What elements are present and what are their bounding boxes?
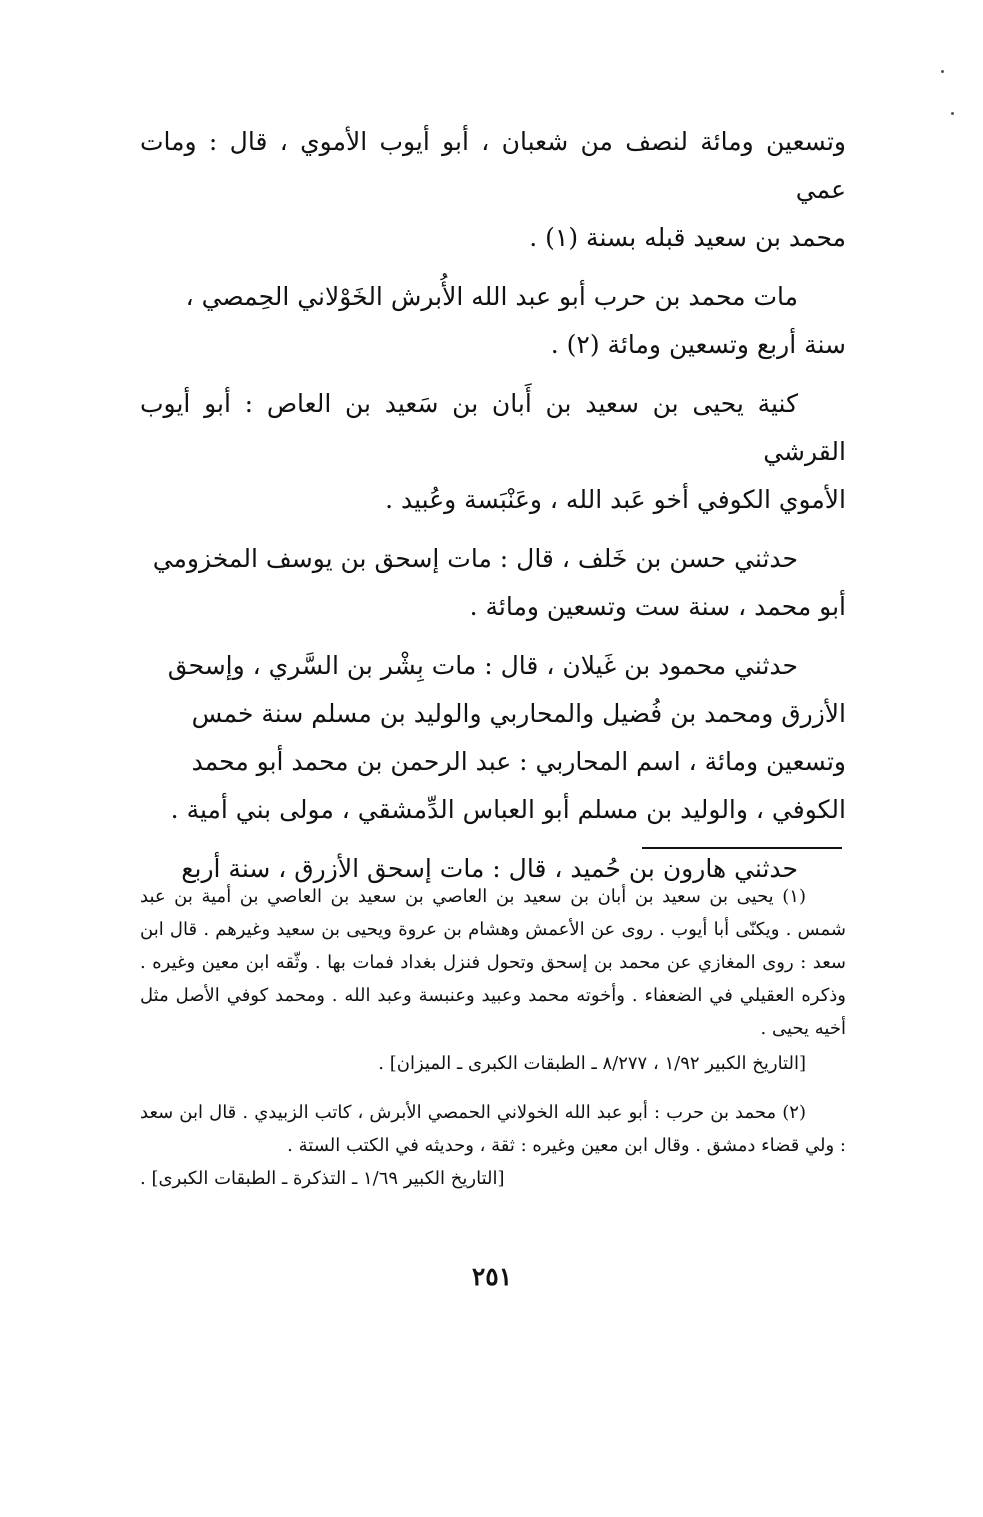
footnote-1: (١) يحيى بن سعيد بن أبان بن سعيد بن العاصي بن سعيد بن العاصي بن أمية بن عبد شمس . ويكنّى أبا أيوب . روى عن الأعمش وهشام بن عروة ويحيى بن سعيد وغيرهم . قال ابن سعد : روى المغازي عن محمد بن إسحق وتحول فنزل بغداد فمات بها . وثّقه ابن معين وغيره . وذكره العقيلي في الضعفاء . وأخوته محمد وعبيد وعنبسة وعبد الله . ومحمد كوفي الأصل مثل أخيه يحيى . — [140, 886, 846, 1039]
line: سنة أربع وتسعين ومائة (٢) . — [550, 330, 846, 359]
line: حدثني محمود بن غَيلان ، قال : مات بِشْر بن السَّري ، وإسحق — [167, 651, 798, 680]
footnote-2-source: [التاريخ الكبير ١/٦٩ ـ التذكرة ـ الطبقات الكبرى] . — [140, 1168, 505, 1189]
line: الأموي الكوفي أخو عَبد الله ، وعَنْبَسة وعُبيد . — [385, 485, 846, 514]
scan-speck — [941, 70, 944, 73]
line: حدثني حسن بن خَلف ، قال : مات إسحق بن يوسف المخزومي — [152, 544, 798, 573]
paragraph-3 — [140, 380, 846, 524]
main-text — [140, 118, 846, 904]
page-number: ٢٥١ — [471, 1262, 513, 1291]
paragraph-5 — [140, 642, 846, 834]
line: كنية يحيى بن سعيد بن أَبان بن سَعيد بن العاص : أبو أيوب القرشي — [140, 389, 846, 466]
paragraph-2 — [140, 273, 846, 369]
footnote-1-source: [التاريخ الكبير ١/٩٢ ، ٨/٢٧٧ ـ الطبقات الكبرى ـ الميزان] . — [378, 1053, 806, 1074]
line: حدثني هارون بن حُميد ، قال : مات إسحق الأزرق ، سنة أربع — [181, 854, 798, 883]
paragraph-4 — [140, 535, 846, 631]
line: الكوفي ، والوليد بن مسلم أبو العباس الدِّمشقي ، مولى بني أمية . — [170, 795, 846, 824]
line: وتسعين ومائة ، اسم المحاربي : عبد الرحمن بن محمد أبو محمد — [191, 747, 846, 776]
paragraph-1 — [140, 118, 846, 262]
line: مات محمد بن حرب أبو عبد الله الأُبرش الخَوْلاني الحِمصي ، — [185, 282, 798, 311]
footnote-2: (٢) محمد بن حرب : أبو عبد الله الخولاني الحمصي الأبرش ، كاتب الزبيدي . قال ابن سعد : ولي قضاء دمشق . وقال ابن معين وغيره : ثقة ، وحديثه في الكتب الستة . — [140, 1102, 846, 1156]
line: وتسعين ومائة لنصف من شعبان ، أبو أيوب الأموي ، قال : ومات عمي — [140, 127, 846, 204]
line: محمد بن سعيد قبله بسنة (١) . — [529, 223, 846, 252]
line: الأزرق ومحمد بن فُضيل والمحاربي والوليد بن مسلم سنة خمس — [191, 699, 846, 728]
line: أبو محمد ، سنة ست وتسعين ومائة . — [469, 592, 846, 621]
scan-speck — [951, 112, 954, 115]
footnotes — [140, 880, 846, 1195]
footnote-divider — [642, 847, 842, 849]
